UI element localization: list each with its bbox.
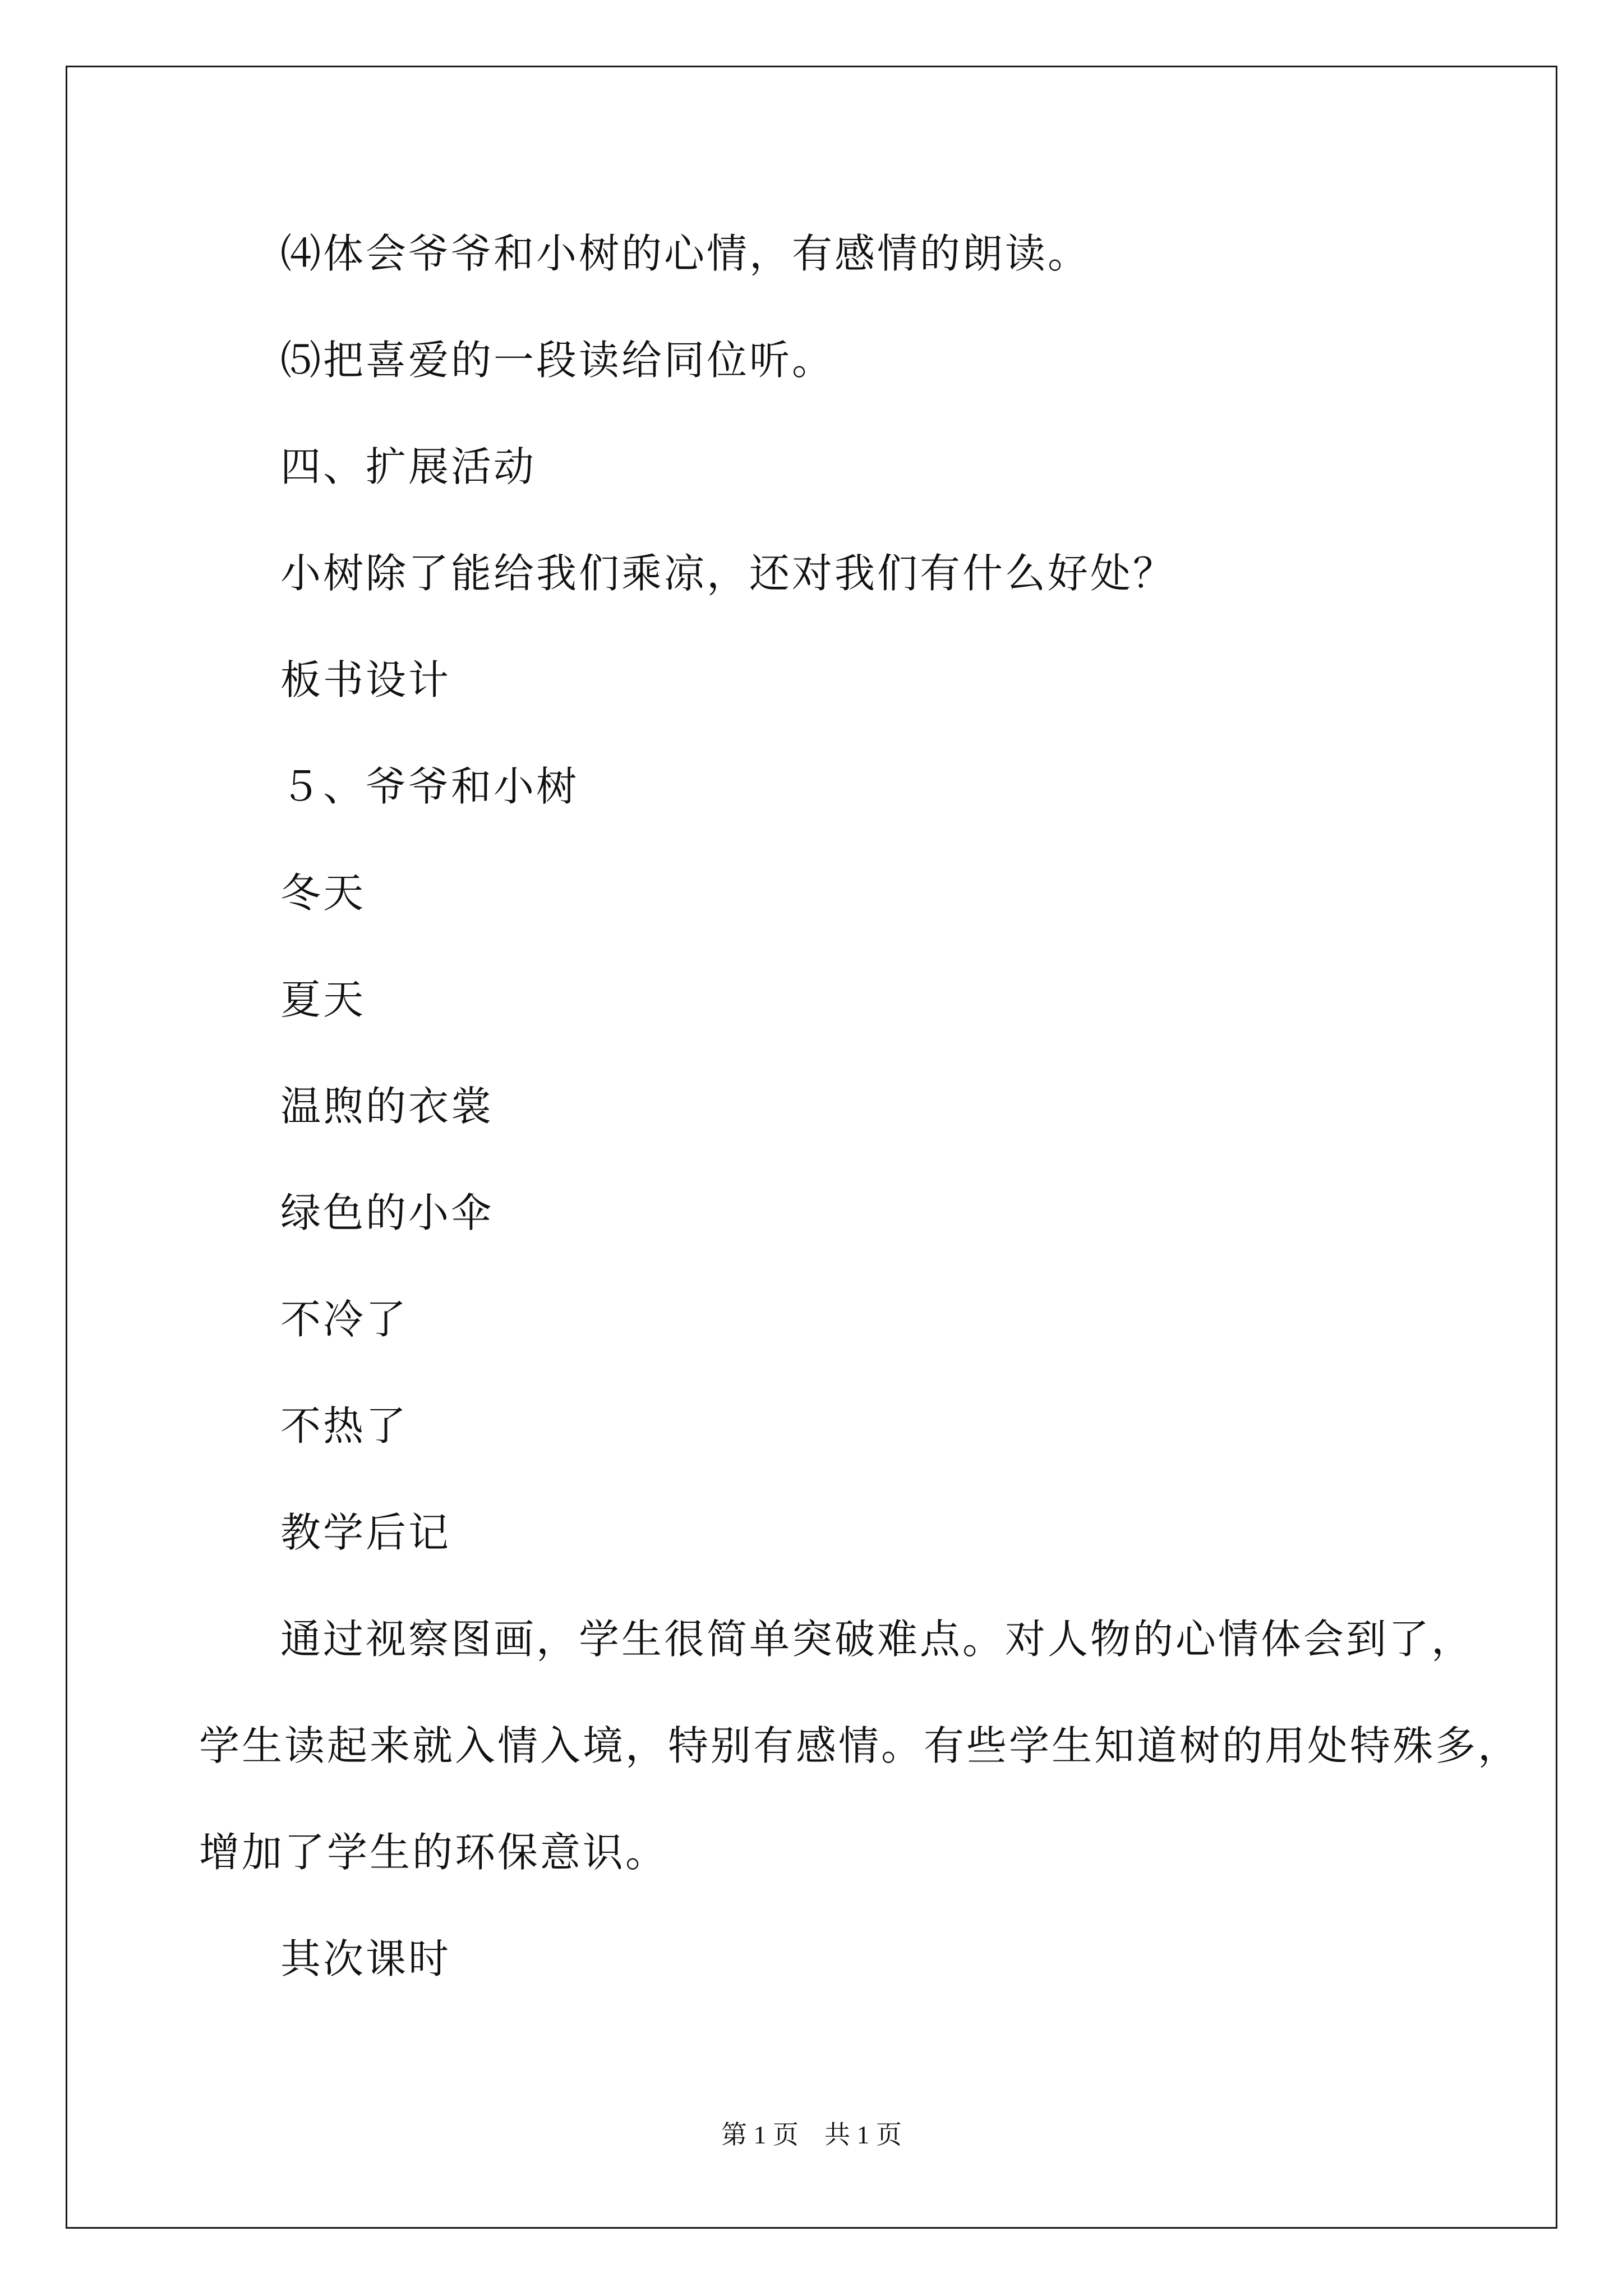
section-heading-extension: 四、扩展活动 (280, 443, 537, 490)
board-item-summer: 夏天 (280, 976, 366, 1023)
board-title: ５、爷爷和小树 (280, 763, 579, 810)
postscript-paragraph-line-2: 学生读起来就入情入境，特别有感情。有些学生知道树的用处特殊多， (199, 1722, 1521, 1769)
board-item-warm-clothes: 温煦的衣裳 (280, 1083, 494, 1130)
postscript-paragraph-line-3: 增加了学生的环保意识。 (199, 1829, 668, 1876)
page-footer: 第 1 页 共 1 页 (721, 2120, 902, 2149)
postscript-paragraph-line-1: 通过视察图画，学生很简单突破难点。对人物的心情体会到了， (280, 1616, 1474, 1663)
paragraph-step-5: ⑸把喜爱的一段读给同位听。 (280, 337, 835, 384)
board-item-not-hot: 不热了 (280, 1402, 409, 1450)
section-heading-postscript: 教学后记 (280, 1509, 451, 1556)
board-item-winter: 冬天 (280, 869, 366, 917)
board-item-green-umbrella: 绿色的小伞 (280, 1189, 494, 1236)
paragraph-step-4: ⑷体会爷爷和小树的心情，有感情的朗读。 (280, 230, 1091, 277)
board-item-not-cold: 不冷了 (280, 1296, 409, 1343)
paragraph-question: 小树除了能给我们乘凉，还对我们有什么好处？ (280, 550, 1176, 597)
section-heading-board-design: 板书设计 (280, 656, 451, 703)
page-border (66, 66, 1557, 2229)
section-heading-second-lesson: 其次课时 (280, 1935, 451, 1982)
